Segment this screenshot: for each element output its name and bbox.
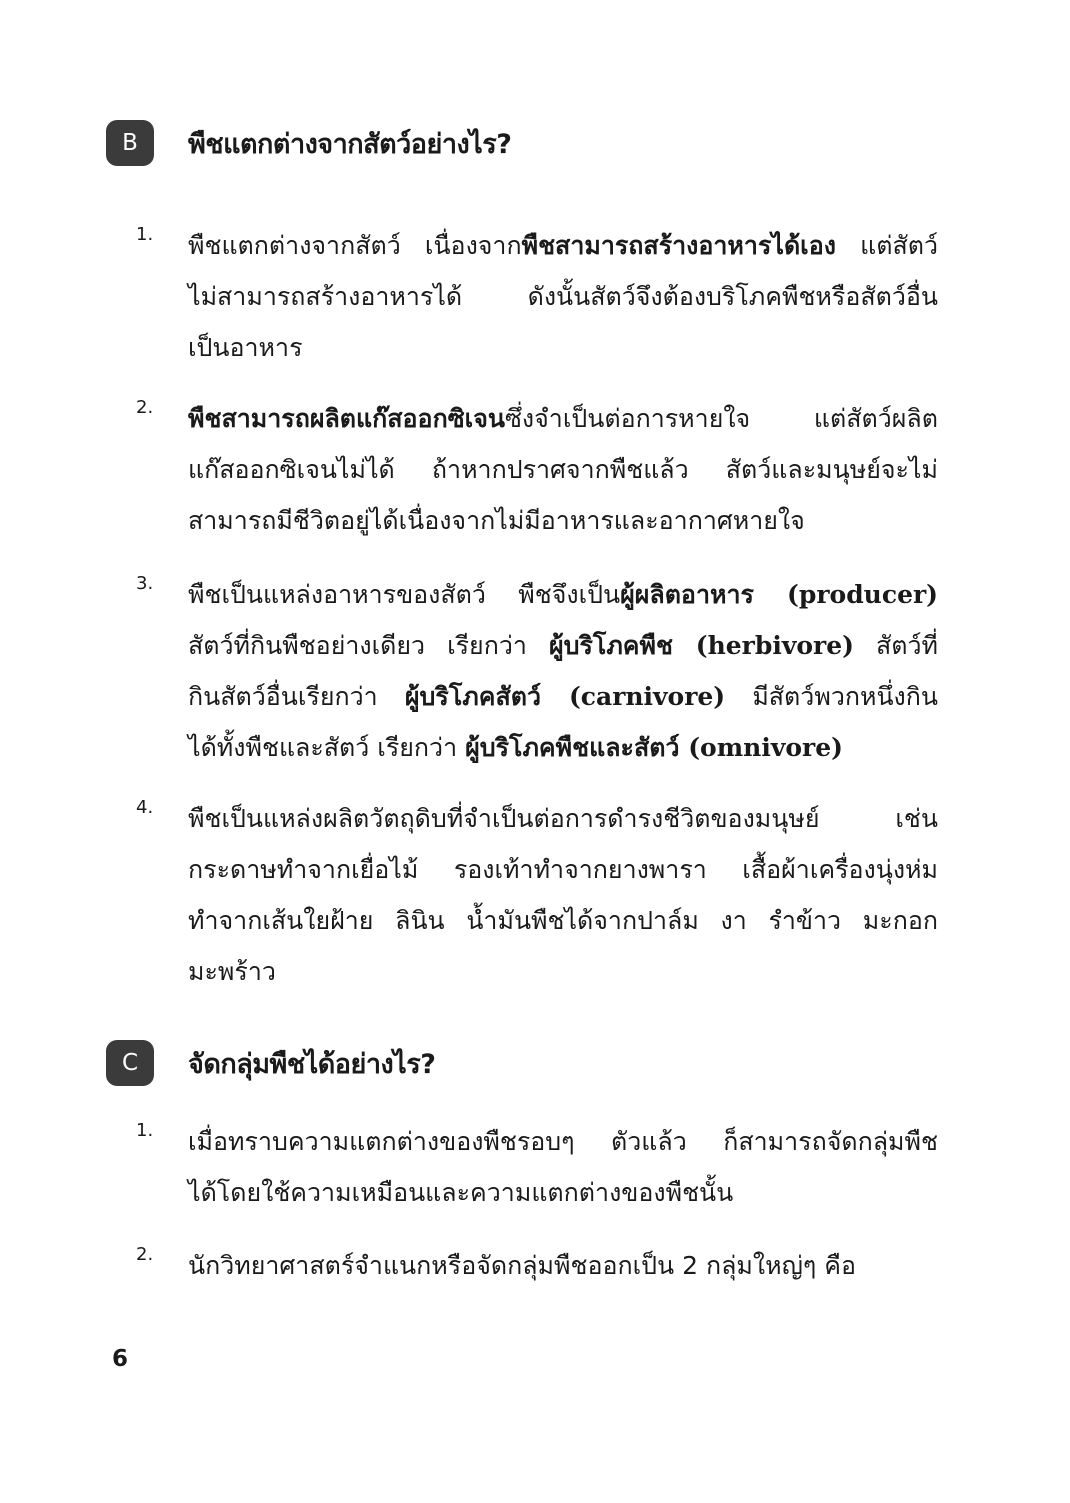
- item-text: [188, 1240, 938, 1291]
- text-line: [188, 322, 938, 373]
- text-line: [188, 722, 938, 773]
- item-number: 4.: [136, 797, 154, 818]
- text-run: พืชแตกต่างจากสัตว์ เนื่องจาก: [188, 231, 522, 260]
- text-run: ไม่สามารถสร้างอาหารได้ ดังนั้นสัตว์จึงต้องบริโภคพืชหรือสัตว์อื่น: [188, 282, 938, 311]
- text-run: กินสัตว์อื่นเรียกว่า: [188, 682, 405, 711]
- text-line: [188, 220, 938, 271]
- text-line: [188, 620, 938, 671]
- item-text: [188, 793, 938, 997]
- bold-term: (carnivore): [541, 682, 726, 711]
- text-line: [188, 271, 938, 322]
- item-text: [188, 569, 938, 773]
- section-b-badge: B: [106, 120, 154, 166]
- text-run: ได้ทั้งพืชและสัตว์ เรียกว่า: [188, 733, 466, 762]
- bold-term: (omnivore): [679, 733, 843, 762]
- page-number: 6: [112, 1346, 129, 1372]
- text-run: สามารถมีชีวิตอยู่ได้เนื่องจากไม่มีอาหารและอากาศหายใจ: [188, 506, 805, 535]
- bold-term: ผู้ผลิตอาหาร: [620, 580, 754, 609]
- section-c-heading: [106, 1040, 435, 1086]
- text-line: [188, 946, 938, 997]
- text-run: สัตว์ที่: [853, 631, 938, 660]
- section-b-item-4: [136, 793, 938, 997]
- text-run: ทำจากเส้นใยฝ้าย ลินิน น้ำมันพืชได้จากปาล์ม งา รำข้าว มะกอก: [188, 906, 938, 935]
- text-run: ได้โดยใช้ความเหมือนและความแตกต่างของพืชนั้น: [188, 1178, 734, 1207]
- text-line: [188, 844, 938, 895]
- section-b-item-3: [136, 569, 938, 773]
- section-c-item-1: [136, 1116, 938, 1218]
- section-c-title: จัดกลุ่มพืชได้อย่างไร?: [188, 1048, 436, 1080]
- text-line: [188, 1116, 938, 1167]
- item-number: 3.: [136, 573, 154, 594]
- item-number: 1.: [136, 224, 154, 245]
- bold-term: พืชสามารถสร้างอาหารได้เอง: [521, 231, 836, 260]
- section-c-badge: C: [106, 1040, 154, 1086]
- text-run: มีสัตว์พวกหนึ่งกิน: [725, 682, 938, 711]
- text-run: สัตว์ที่กินพืชอย่างเดียว เรียกว่า: [188, 631, 549, 660]
- section-b-heading: [106, 120, 511, 166]
- text-run: เป็นอาหาร: [188, 333, 303, 362]
- text-line: [188, 671, 938, 722]
- text-run: แก๊สออกซิเจนไม่ได้ ถ้าหากปราศจากพืชแล้ว สัตว์และมนุษย์จะไม่: [188, 455, 938, 484]
- bold-term: (herbivore): [672, 631, 854, 660]
- text-line: [188, 895, 938, 946]
- text-run: แต่สัตว์: [835, 231, 938, 260]
- bold-term: ผู้บริโภคพืช: [548, 631, 673, 660]
- text-line: [188, 1167, 938, 1218]
- text-line: [188, 793, 938, 844]
- bold-term: ผู้บริโภคสัตว์: [404, 682, 541, 711]
- bold-term: พืชสามารถผลิตแก๊สออกซิเจน: [188, 404, 505, 433]
- text-run: เมื่อทราบความแตกต่างของพืชรอบๆ ตัวแล้ว ก็สามารถจัดกลุ่มพืช: [188, 1127, 938, 1156]
- section-b-title: พืชแตกต่างจากสัตว์อย่างไร?: [188, 128, 512, 160]
- bold-term: (producer): [753, 580, 938, 609]
- text-line: [188, 393, 938, 444]
- item-number: 1.: [136, 1120, 154, 1141]
- section-c-item-2: [136, 1240, 938, 1291]
- section-b-item-1: [136, 220, 938, 373]
- bold-term: ผู้บริโภคพืชและสัตว์: [465, 733, 680, 762]
- text-run: กระดาษทำจากเยื่อไม้ รองเท้าทำจากยางพารา เสื้อผ้าเครื่องนุ่งห่ม: [188, 855, 938, 884]
- item-text: [188, 220, 938, 373]
- text-line: [188, 495, 938, 546]
- text-line: [188, 444, 938, 495]
- text-run: พืชเป็นแหล่งผลิตวัตถุดิบที่จำเป็นต่อการดำรงชีวิตของมนุษย์ เช่น: [188, 804, 938, 833]
- text-run: พืชเป็นแหล่งอาหารของสัตว์ พืชจึงเป็น: [188, 580, 621, 609]
- text-run: มะพร้าว: [188, 957, 276, 986]
- item-text: [188, 393, 938, 546]
- item-number: 2.: [136, 397, 154, 418]
- section-b-item-2: [136, 393, 938, 546]
- text-line: [188, 1240, 938, 1291]
- text-run: นักวิทยาศาสตร์จำแนกหรือจัดกลุ่มพืชออกเป็น 2 กลุ่มใหญ่ๆ คือ: [188, 1251, 856, 1280]
- text-line: [188, 569, 938, 620]
- item-text: [188, 1116, 938, 1218]
- text-run: ซึ่งจำเป็นต่อการหายใจ แต่สัตว์ผลิต: [504, 404, 938, 433]
- item-number: 2.: [136, 1244, 154, 1265]
